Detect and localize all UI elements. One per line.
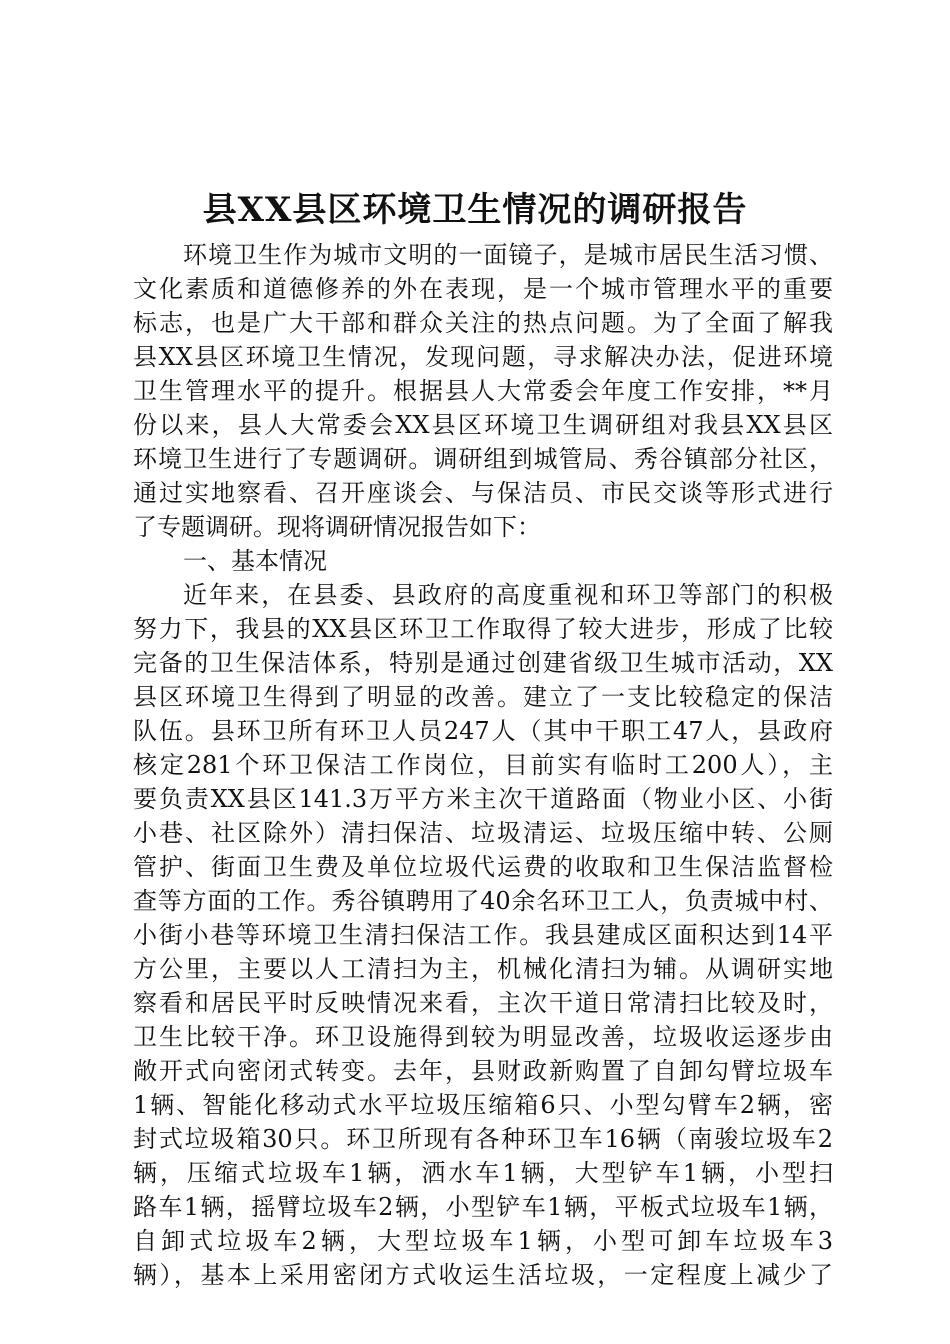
body-line: 查等方面的工作。秀谷镇聘用了40余名环卫工人，负责城中村、 xyxy=(133,887,833,915)
body-line: 环境卫生进行了专题调研。调研组到城管局、秀谷镇部分社区， xyxy=(133,445,833,473)
body-line: 管护、街面卫生费及单位垃圾代运费的收取和卫生保洁监督检 xyxy=(133,853,833,881)
body-line: 敞开式向密闭式转变。去年，县财政新购置了自卸勾臂垃圾车 xyxy=(133,1057,833,1085)
body-line: 1辆、智能化移动式水平垃圾压缩箱6只、小型勾臂车2辆，密 xyxy=(133,1091,833,1119)
body-line: 份以来，县人大常委会XX县区环境卫生调研组对我县XX县区 xyxy=(133,411,833,439)
body-line: 察看和居民平时反映情况来看，主次干道日常清扫比较及时， xyxy=(133,989,833,1017)
body-line: 努力下，我县的XX县区环卫工作取得了较大进步，形成了比较 xyxy=(133,615,833,643)
body-line: 标志，也是广大干部和群众关注的热点问题。为了全面了解我 xyxy=(133,309,833,337)
body-line: 环境卫生作为城市文明的一面镜子，是城市居民生活习惯、 xyxy=(183,241,833,269)
body-line: 文化素质和道德修养的外在表现，是一个城市管理水平的重要 xyxy=(133,275,833,303)
body-line: 完备的卫生保洁体系，特别是通过创建省级卫生城市活动，XX xyxy=(133,649,833,677)
body-line: 核定281个环卫保洁工作岗位，目前实有临时工200人），主 xyxy=(133,751,833,779)
body-line: 自卸式垃圾车2辆，大型垃圾车1辆，小型可卸车垃圾车3 xyxy=(133,1227,833,1255)
section-heading: 一、基本情况 xyxy=(183,547,327,575)
body-line: 队伍。县环卫所有环卫人员247人（其中干职工47人，县政府 xyxy=(133,717,833,745)
document-title: 县XX县区环境卫生情况的调研报告 xyxy=(202,190,748,230)
body-line: 小巷、社区除外）清扫保洁、垃圾清运、垃圾压缩中转、公厕 xyxy=(133,819,833,847)
body-line: 通过实地察看、召开座谈会、与保洁员、市民交谈等形式进行 xyxy=(133,479,833,507)
body-line: 县区环境卫生得到了明显的改善。建立了一支比较稳定的保洁 xyxy=(133,683,833,711)
body-line: 辆，压缩式垃圾车1辆，洒水车1辆，大型铲车1辆，小型扫 xyxy=(133,1159,833,1187)
body-line: 县XX县区环境卫生情况，发现问题，寻求解决办法，促进环境 xyxy=(133,343,833,371)
body-line: 辆），基本上采用密闭方式收运生活垃圾，一定程度上减少了 xyxy=(133,1261,833,1289)
body-line: 要负责XX县区141.3万平方米主次干道路面（物业小区、小街 xyxy=(133,785,833,813)
body-line: 小街小巷等环境卫生清扫保洁工作。我县建成区面积达到14平 xyxy=(133,921,833,949)
body-line: 路车1辆，摇臂垃圾车2辆，小型铲车1辆，平板式垃圾车1辆， xyxy=(133,1193,833,1221)
body-line: 卫生管理水平的提升。根据县人大常委会年度工作安排，**月 xyxy=(133,377,833,405)
body-line: 方公里，主要以人工清扫为主，机械化清扫为辅。从调研实地 xyxy=(133,955,833,983)
body-line: 封式垃圾箱30只。环卫所现有各种环卫车16辆（南骏垃圾车2 xyxy=(133,1125,833,1153)
body-line: 近年来，在县委、县政府的高度重视和环卫等部门的积极 xyxy=(183,581,833,609)
body-line: 卫生比较干净。环卫设施得到较为明显改善，垃圾收运逐步由 xyxy=(133,1023,833,1051)
body-line: 了专题调研。现将调研情况报告如下： xyxy=(133,513,541,541)
